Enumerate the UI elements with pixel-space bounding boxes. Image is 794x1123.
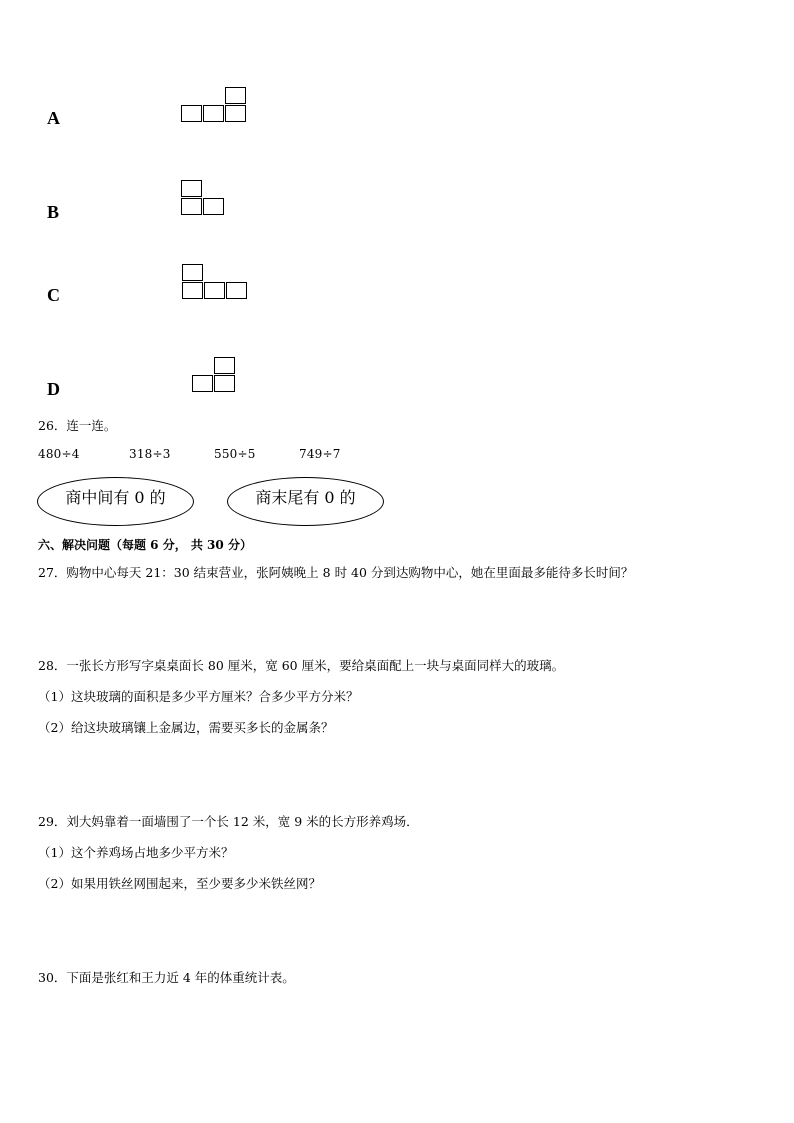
square xyxy=(182,264,203,281)
option-a-label: A xyxy=(47,108,60,128)
square xyxy=(214,375,235,392)
q28-text: 28．一张长方形写字桌桌面长 80 厘米，宽 60 厘米，要给桌面配上一块与桌面同样大的玻璃。 xyxy=(38,658,565,673)
square xyxy=(214,357,235,374)
q26-expression-2: 318÷3 xyxy=(129,447,171,461)
square xyxy=(225,87,246,104)
square xyxy=(192,375,213,392)
q30-text: 30．下面是张红和王力近 4 年的体重统计表。 xyxy=(38,970,295,985)
q29-text: 29．刘大妈靠着一面墙围了一个长 12 米，宽 9 米的长方形养鸡场． xyxy=(38,814,419,829)
square xyxy=(181,180,202,197)
square xyxy=(181,105,202,122)
option-d-label: D xyxy=(47,379,60,399)
q26-expression-1: 480÷4 xyxy=(38,447,80,461)
square xyxy=(203,105,224,122)
q26-oval-end-zero-text: 商末尾有 0 的 xyxy=(255,488,356,507)
square xyxy=(226,282,247,299)
q26-oval-middle-zero-text: 商中间有 0 的 xyxy=(65,488,166,507)
option-b-label: B xyxy=(47,202,60,222)
square xyxy=(182,282,203,299)
q26-oval-middle-zero[interactable] xyxy=(37,477,194,526)
q29-sub1: （1）这个养鸡场占地多少平方米？ xyxy=(38,845,234,860)
q26-oval-end-zero[interactable] xyxy=(227,477,384,526)
square xyxy=(204,282,225,299)
q28-sub2: （2）给这块玻璃镶上金属边，需要买多长的金属条？ xyxy=(38,720,334,735)
q26-title: 26．连一连。 xyxy=(38,418,117,433)
option-c-label: C xyxy=(47,285,60,305)
square xyxy=(181,198,202,215)
q26-expression-4: 749÷7 xyxy=(299,447,341,461)
section-6-title: 六、解决问题（每题 6 分， 共 30 分） xyxy=(38,538,252,552)
q28-sub1: （1）这块玻璃的面积是多少平方厘米？合多少平方分米？ xyxy=(38,689,359,704)
q27-text: 27．购物中心每天 21：30 结束营业，张阿姨晚上 8 时 40 分到达购物中心，她在里面最多能待多长时间？ xyxy=(38,565,634,580)
q26-expression-3: 550÷5 xyxy=(214,447,256,461)
q29-sub2: （2）如果用铁丝网围起来，至少要多少米铁丝网？ xyxy=(38,876,321,891)
square xyxy=(225,105,246,122)
square xyxy=(203,198,224,215)
